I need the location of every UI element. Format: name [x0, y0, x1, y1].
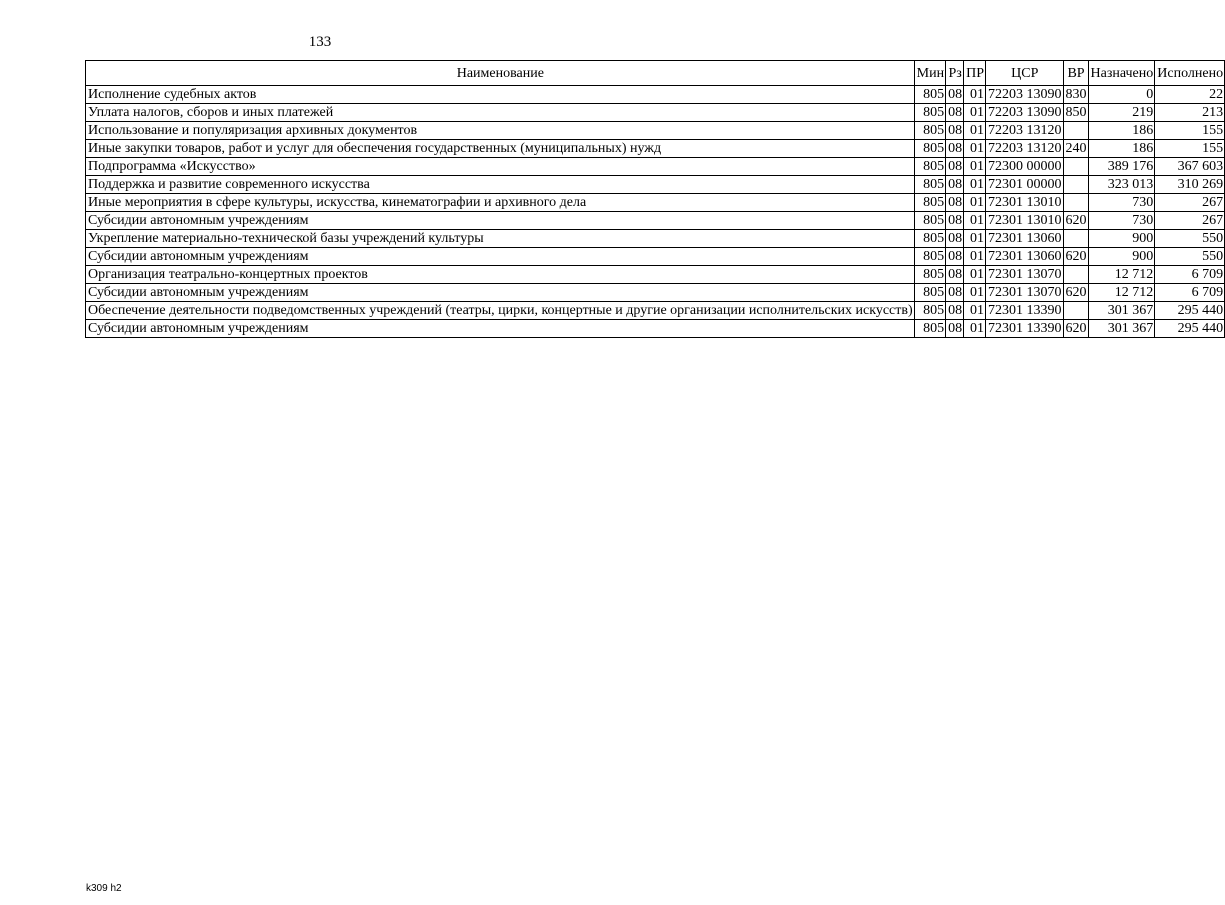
cell-pr: 01	[964, 266, 986, 284]
table-row	[86, 266, 1225, 284]
header-rz: Рз	[946, 61, 964, 86]
table-header-row	[86, 61, 1225, 86]
cell-rz: 08	[946, 302, 964, 320]
table-body	[86, 86, 1225, 338]
cell-name: Иные мероприятия в сфере культуры, искусства, кинематографии и архивного дела	[86, 194, 915, 212]
cell-rz: 08	[946, 266, 964, 284]
cell-csr: 72301 13010	[986, 194, 1064, 212]
cell-csr: 72301 13060	[986, 230, 1064, 248]
footer-code: k309 h2	[86, 883, 122, 894]
cell-min: 805	[914, 86, 945, 104]
page-number: 133	[308, 34, 332, 50]
cell-name: Укрепление материально-технической базы учреждений культуры	[86, 230, 915, 248]
cell-name: Субсидии автономным учреждениям	[86, 212, 915, 230]
cell-rz: 08	[946, 140, 964, 158]
cell-vr	[1063, 266, 1088, 284]
cell-vr	[1063, 194, 1088, 212]
cell-executed: 267	[1155, 212, 1225, 230]
header-min: Мин	[914, 61, 945, 86]
cell-csr: 72301 13070	[986, 284, 1064, 302]
cell-vr: 620	[1063, 284, 1088, 302]
cell-min: 805	[914, 158, 945, 176]
cell-pr: 01	[964, 302, 986, 320]
cell-csr: 72203 13120	[986, 122, 1064, 140]
cell-executed: 155	[1155, 122, 1225, 140]
table-row	[86, 194, 1225, 212]
cell-min: 805	[914, 248, 945, 266]
cell-name: Уплата налогов, сборов и иных платежей	[86, 104, 915, 122]
table-row	[86, 320, 1225, 338]
cell-vr: 830	[1063, 86, 1088, 104]
cell-executed: 155	[1155, 140, 1225, 158]
cell-pr: 01	[964, 248, 986, 266]
cell-csr: 72203 13090	[986, 86, 1064, 104]
cell-rz: 08	[946, 194, 964, 212]
cell-pr: 01	[964, 104, 986, 122]
cell-executed: 213	[1155, 104, 1225, 122]
cell-csr: 72203 13120	[986, 140, 1064, 158]
cell-min: 805	[914, 140, 945, 158]
cell-executed: 295 440	[1155, 302, 1225, 320]
cell-rz: 08	[946, 104, 964, 122]
cell-min: 805	[914, 104, 945, 122]
cell-name: Иные закупки товаров, работ и услуг для обеспечения государственных (муниципальных) нужд	[86, 140, 915, 158]
cell-assigned: 186	[1088, 140, 1155, 158]
cell-name: Подпрограмма «Искусство»	[86, 158, 915, 176]
table-row	[86, 86, 1225, 104]
table-row	[86, 122, 1225, 140]
cell-min: 805	[914, 230, 945, 248]
cell-executed: 310 269	[1155, 176, 1225, 194]
header-pr: ПР	[964, 61, 986, 86]
cell-csr: 72301 13390	[986, 302, 1064, 320]
header-name: Наименование	[86, 61, 915, 86]
cell-rz: 08	[946, 212, 964, 230]
cell-min: 805	[914, 212, 945, 230]
cell-rz: 08	[946, 86, 964, 104]
cell-executed: 295 440	[1155, 320, 1225, 338]
cell-vr	[1063, 302, 1088, 320]
header-executed: Исполнено	[1155, 61, 1225, 86]
cell-assigned: 0	[1088, 86, 1155, 104]
cell-csr: 72300 00000	[986, 158, 1064, 176]
cell-executed: 267	[1155, 194, 1225, 212]
cell-min: 805	[914, 284, 945, 302]
cell-assigned: 900	[1088, 248, 1155, 266]
cell-min: 805	[914, 176, 945, 194]
cell-csr: 72301 13010	[986, 212, 1064, 230]
cell-csr: 72301 13390	[986, 320, 1064, 338]
cell-rz: 08	[946, 230, 964, 248]
cell-name: Организация театрально-концертных проектов	[86, 266, 915, 284]
cell-assigned: 12 712	[1088, 284, 1155, 302]
cell-csr: 72301 13070	[986, 266, 1064, 284]
cell-rz: 08	[946, 158, 964, 176]
budget-table	[85, 60, 1225, 338]
table-row	[86, 140, 1225, 158]
cell-assigned: 900	[1088, 230, 1155, 248]
cell-name: Исполнение судебных актов	[86, 86, 915, 104]
table-row	[86, 302, 1225, 320]
cell-assigned: 12 712	[1088, 266, 1155, 284]
cell-min: 805	[914, 122, 945, 140]
cell-executed: 6 709	[1155, 284, 1225, 302]
cell-rz: 08	[946, 320, 964, 338]
cell-pr: 01	[964, 194, 986, 212]
cell-assigned: 389 176	[1088, 158, 1155, 176]
cell-name: Использование и популяризация архивных документов	[86, 122, 915, 140]
cell-pr: 01	[964, 320, 986, 338]
cell-executed: 550	[1155, 248, 1225, 266]
cell-executed: 22	[1155, 86, 1225, 104]
cell-pr: 01	[964, 284, 986, 302]
table-row	[86, 212, 1225, 230]
cell-executed: 550	[1155, 230, 1225, 248]
table-row	[86, 248, 1225, 266]
cell-min: 805	[914, 302, 945, 320]
cell-pr: 01	[964, 158, 986, 176]
table-row	[86, 158, 1225, 176]
cell-vr: 620	[1063, 212, 1088, 230]
cell-rz: 08	[946, 176, 964, 194]
cell-executed: 367 603	[1155, 158, 1225, 176]
cell-pr: 01	[964, 140, 986, 158]
cell-csr: 72203 13090	[986, 104, 1064, 122]
cell-csr: 72301 00000	[986, 176, 1064, 194]
cell-pr: 01	[964, 212, 986, 230]
cell-vr	[1063, 230, 1088, 248]
cell-pr: 01	[964, 230, 986, 248]
cell-min: 805	[914, 194, 945, 212]
cell-rz: 08	[946, 284, 964, 302]
table-row	[86, 104, 1225, 122]
cell-assigned: 301 367	[1088, 302, 1155, 320]
cell-vr: 620	[1063, 320, 1088, 338]
cell-vr: 620	[1063, 248, 1088, 266]
cell-vr	[1063, 158, 1088, 176]
cell-name: Субсидии автономным учреждениям	[86, 248, 915, 266]
cell-assigned: 730	[1088, 194, 1155, 212]
cell-pr: 01	[964, 122, 986, 140]
cell-rz: 08	[946, 122, 964, 140]
cell-vr: 850	[1063, 104, 1088, 122]
table-row	[86, 176, 1225, 194]
table-row	[86, 230, 1225, 248]
cell-pr: 01	[964, 176, 986, 194]
cell-assigned: 730	[1088, 212, 1155, 230]
cell-vr	[1063, 176, 1088, 194]
header-vr: ВР	[1063, 61, 1088, 86]
cell-assigned: 301 367	[1088, 320, 1155, 338]
cell-name: Поддержка и развитие современного искусства	[86, 176, 915, 194]
table-row	[86, 284, 1225, 302]
cell-rz: 08	[946, 248, 964, 266]
cell-min: 805	[914, 266, 945, 284]
cell-vr	[1063, 122, 1088, 140]
cell-csr: 72301 13060	[986, 248, 1064, 266]
header-csr: ЦСР	[986, 61, 1064, 86]
cell-vr: 240	[1063, 140, 1088, 158]
cell-assigned: 219	[1088, 104, 1155, 122]
cell-name: Субсидии автономным учреждениям	[86, 284, 915, 302]
cell-name: Обеспечение деятельности подведомственных учреждений (театры, цирки, концертные и другие организации исполнительских искусств)	[86, 302, 915, 320]
cell-name: Субсидии автономным учреждениям	[86, 320, 915, 338]
cell-executed: 6 709	[1155, 266, 1225, 284]
cell-assigned: 323 013	[1088, 176, 1155, 194]
cell-min: 805	[914, 320, 945, 338]
cell-pr: 01	[964, 86, 986, 104]
cell-assigned: 186	[1088, 122, 1155, 140]
header-assigned: Назначено	[1088, 61, 1155, 86]
